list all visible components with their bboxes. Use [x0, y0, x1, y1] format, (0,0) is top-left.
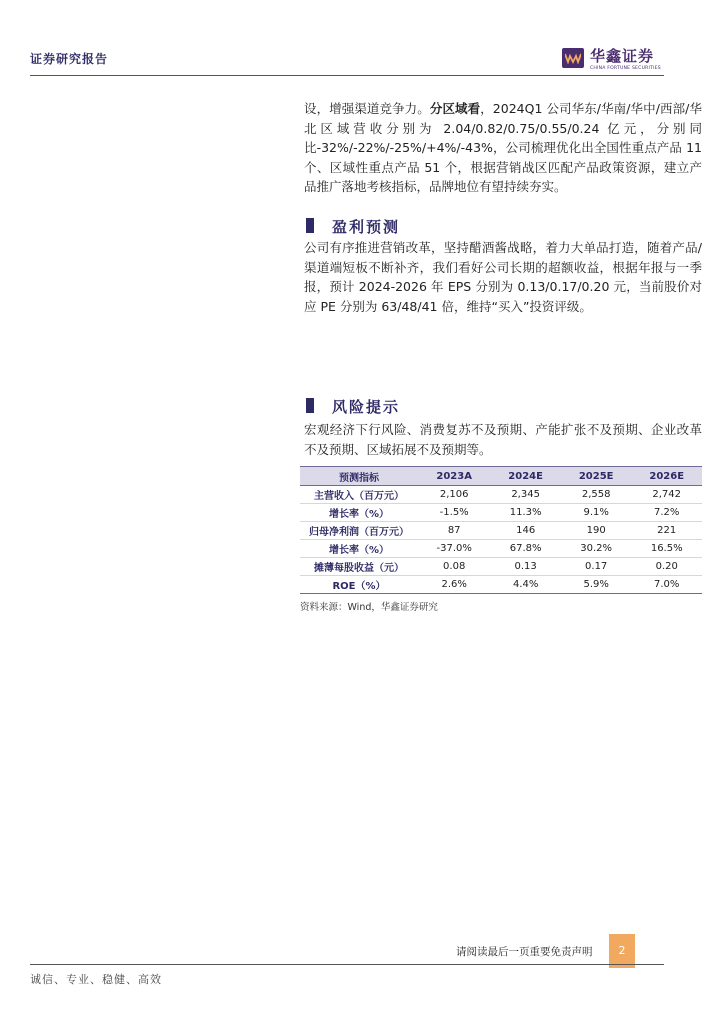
table-cell: 30.2%: [561, 540, 632, 558]
row-label: 增长率（%）: [300, 540, 418, 558]
forecast-section-title: 盈利预测: [332, 218, 401, 236]
table-header-cell: 2025E: [561, 467, 632, 486]
footer-divider: [30, 964, 664, 965]
table-row: [300, 576, 702, 594]
header-divider: [30, 75, 664, 76]
section-marker-icon: [306, 398, 314, 413]
row-label: 增长率（%）: [300, 504, 418, 522]
table-cell: 11.3%: [490, 504, 561, 522]
table-cell: 2,558: [561, 486, 632, 504]
table-cell: 87: [418, 522, 490, 540]
table-cell: 7.2%: [631, 504, 702, 522]
table-header-cell: 2024E: [490, 467, 561, 486]
company-logo: [562, 45, 682, 75]
table-cell: 9.1%: [561, 504, 632, 522]
table-cell: -1.5%: [418, 504, 490, 522]
table-cell: 0.08: [418, 558, 490, 576]
table-row: [300, 522, 702, 540]
table-row: [300, 540, 702, 558]
logo-subtext: CHINA FORTUNE SECURITIES: [590, 66, 661, 71]
disclaimer-notice: 请阅读最后一页重要免责声明: [456, 946, 593, 958]
forecast-paragraph: 公司有序推进营销改革，坚持醋酒酱战略，着力大单品打造，随着产品/渠道端短板不断补齐，我们看好公司长期的超额收益，根据年报与一季报，预计 2024-2026 年 EPS 分别为 0.13/0.17/0.20 元，当前股价对应 PE 分别为 63/48/41 倍，维持“买入”投资评级。: [304, 240, 702, 314]
table-header-cell: 预测指标: [300, 467, 418, 486]
logo-text: 华鑫证券: [590, 47, 655, 65]
table-cell: 146: [490, 522, 561, 540]
risk-section-title: 风险提示: [332, 398, 401, 416]
row-label: 摊薄每股收益（元）: [300, 558, 418, 576]
table-cell: 2,742: [631, 486, 702, 504]
row-label: ROE（%）: [300, 576, 418, 594]
table-cell: 67.8%: [490, 540, 561, 558]
table-cell: 0.13: [490, 558, 561, 576]
table-source-note: 资料来源：Wind，华鑫证券研究: [300, 602, 438, 613]
row-label: 主营收入（百万元）: [300, 486, 418, 504]
table-cell: -37.0%: [418, 540, 490, 558]
table-row: [300, 558, 702, 576]
earnings-forecast-table: [300, 466, 702, 594]
table-cell: 5.9%: [561, 576, 632, 594]
paragraph-body-text: ，2024Q1 公司华东/华南/华中/西部/华北区域营收分别为 2.04/0.82/0.75/0.55/0.24 亿元，分别同比-32%/-22%/-25%/+4%/-43%，公司梳理优化出全国性重点产品 11 个、区域性重点产品 51 个，根据营销战区匹配产品政策资源，建立产品推广落地考核指标，品牌地位有望持续夯实。: [304, 101, 702, 194]
table-row: [300, 486, 702, 504]
table-header-cell: 2023A: [418, 467, 490, 486]
section-marker-icon: [306, 218, 314, 233]
risk-paragraph: 宏观经济下行风险、消费复苏不及预期、产能扩张不及预期、企业改革不及预期、区域拓展不及预期等。: [304, 422, 702, 457]
table-cell: 221: [631, 522, 702, 540]
row-label: 归母净利润（百万元）: [300, 522, 418, 540]
table-header-cell: 2026E: [631, 467, 702, 486]
table-cell: 2,345: [490, 486, 561, 504]
table-cell: 0.17: [561, 558, 632, 576]
logo-mark-icon: [562, 48, 584, 68]
table-cell: 7.0%: [631, 576, 702, 594]
table-cell: 16.5%: [631, 540, 702, 558]
table-header-row: [300, 467, 702, 486]
table-cell: 4.4%: [490, 576, 561, 594]
table-cell: 190: [561, 522, 632, 540]
table-cell: 2.6%: [418, 576, 490, 594]
page-number: 2: [609, 934, 635, 968]
report-type-label: 证券研究报告: [30, 52, 109, 66]
paragraph-lead-text: 设，增强渠道竞争力。: [304, 101, 430, 116]
paragraph-bold-keyword: 分区域看: [429, 101, 481, 116]
table-cell: 0.20: [631, 558, 702, 576]
table-row: [300, 504, 702, 522]
footer-motto: 诚信、专业、稳健、高效: [30, 973, 162, 986]
table-cell: 2,106: [418, 486, 490, 504]
regional-analysis-paragraph: [304, 99, 702, 197]
